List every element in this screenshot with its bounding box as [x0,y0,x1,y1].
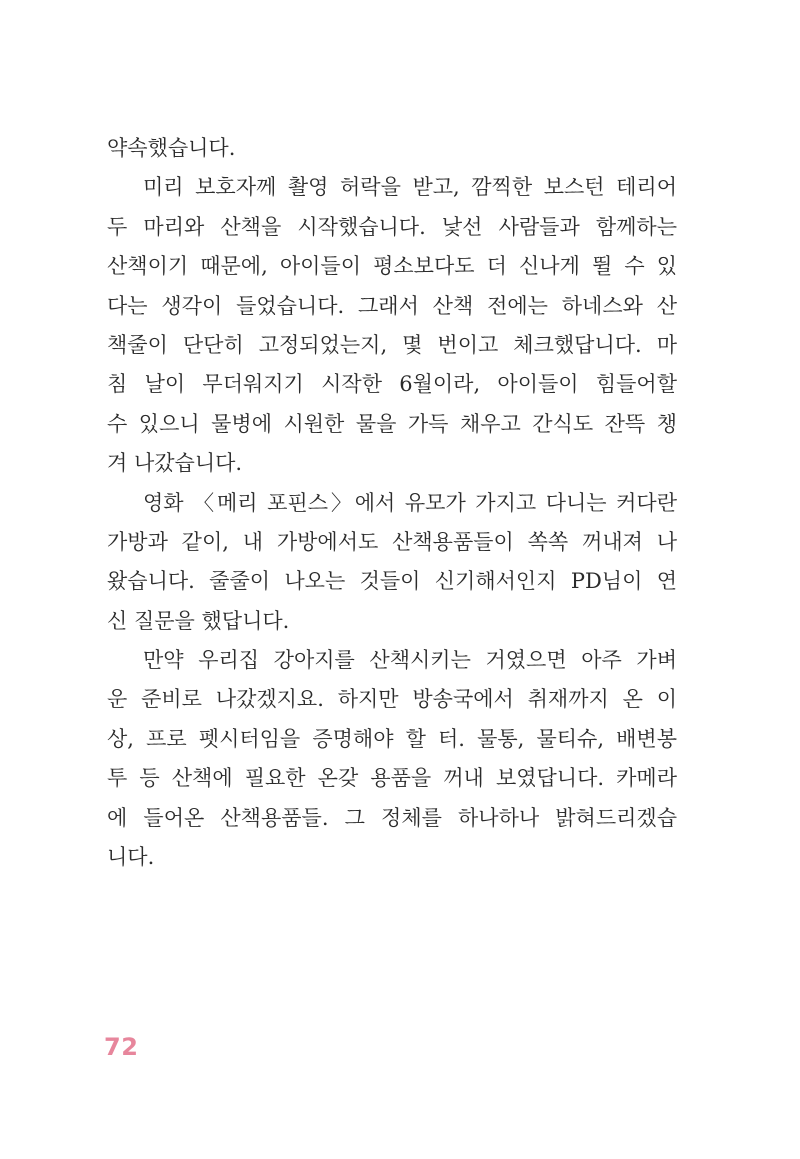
text-line: 다는 생각이 들었습니다. 그래서 산책 전에는 하네스와 산 [107,293,677,318]
text-line: 왔습니다. 줄줄이 나오는 것들이 신기해서인지 PD님이 연 [107,569,677,594]
text-line: 에 들어온 산책용품들. 그 정체를 하나하나 밝혀드리겠습 [107,805,677,830]
text-line: 두 마리와 산책을 시작했습니다. 낯선 사람들과 함께하는 [107,214,677,239]
text-line: 신 질문을 했답니다. [107,608,290,633]
text-line: 약속했습니다. [107,136,236,160]
text-line: 책줄이 단단히 고정되었는지, 몇 번이고 체크했답니다. 마 [107,332,677,357]
text-line: 만약 우리집 강아지를 산책시키는 거였으면 아주 가벼 [143,648,677,673]
text-line: 겨 나갔습니다. [107,451,243,476]
text-line: 수 있으니 물병에 시원한 물을 가득 채우고 간식도 잔뜩 챙 [107,411,677,436]
page-number: 72 [104,1033,139,1061]
text-line: 산책이기 때문에, 아이들이 평소보다도 더 신나게 뛸 수 있 [107,254,677,279]
text-line: 가방과 같이, 내 가방에서도 산책용품들이 쏙쏙 꺼내져 나 [107,529,677,554]
text-line: 니다. [107,845,155,870]
text-line: 투 등 산책에 필요한 온갖 용품을 꺼내 보였답니다. 카메라 [107,766,677,791]
body-text [107,129,677,877]
text-line: 미리 보호자께 촬영 허락을 받고, 깜찍한 보스턴 테리어 [143,175,677,200]
text-line: 상, 프로 펫시터임을 증명해야 할 터. 물통, 물티슈, 배변봉 [107,726,677,751]
text-line: 영화 〈메리 포핀스〉에서 유모가 가지고 다니는 커다란 [143,490,677,515]
text-line: 침 날이 무더워지기 시작한 6월이라, 아이들이 힘들어할 [107,372,677,397]
text-line: 운 준비로 나갔겠지요. 하지만 방송국에서 취재까지 온 이 [107,687,677,712]
